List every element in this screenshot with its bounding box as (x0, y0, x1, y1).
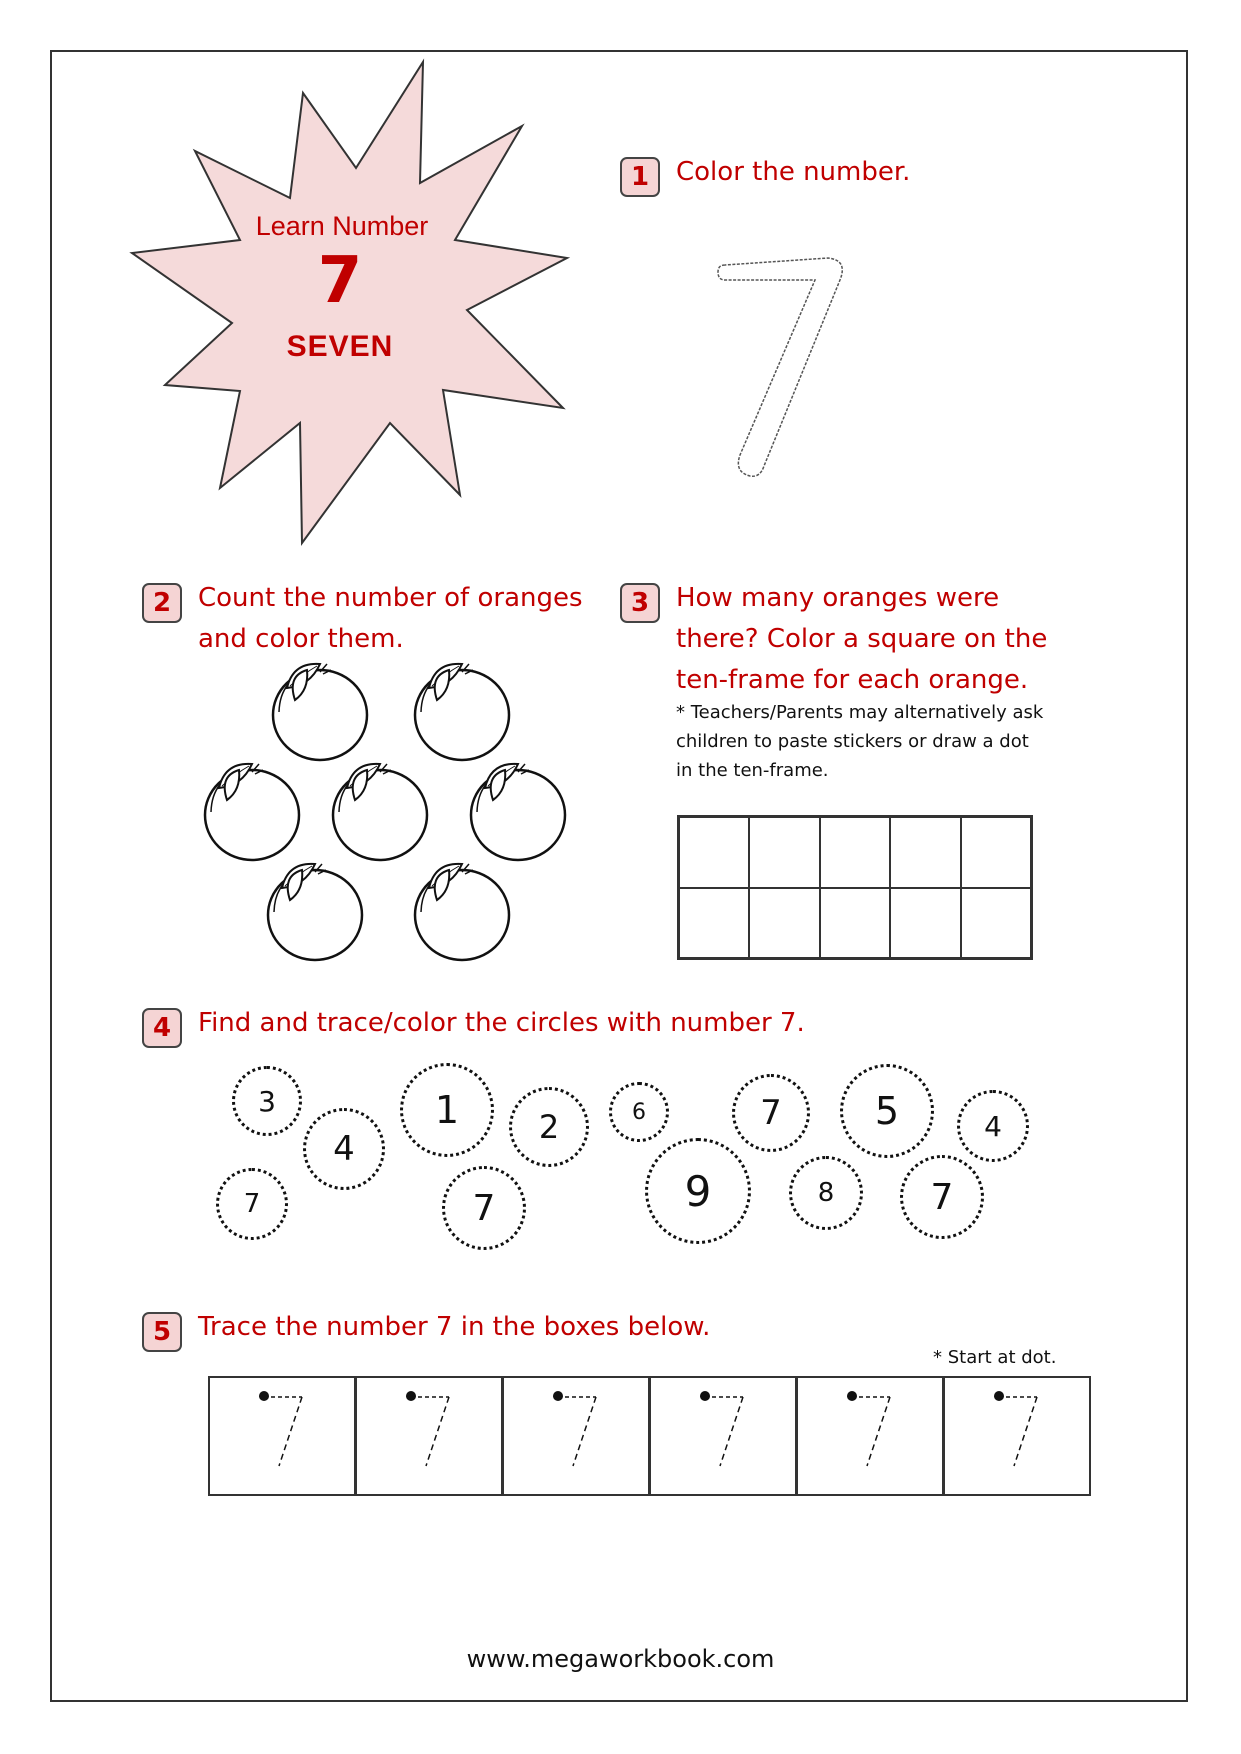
ten-frame-cell[interactable] (820, 817, 890, 888)
section-2-heading-line-1: Count the number of oranges (198, 583, 583, 613)
ten-frame-cell[interactable] (890, 817, 960, 888)
section-5-badge: 5 (142, 1312, 182, 1352)
section-1-badge: 1 (620, 157, 660, 197)
trace-sevens-guides (208, 1376, 1091, 1496)
trace-seven-guide (700, 1391, 743, 1466)
orange-7[interactable] (415, 864, 509, 960)
title-learn-number: Learn Number (255, 211, 429, 241)
outline-number-seven[interactable] (700, 250, 860, 490)
ten-frame-cell[interactable] (890, 888, 960, 959)
orange-5[interactable] (471, 764, 565, 860)
ten-frame-cell[interactable] (749, 888, 819, 959)
ten-frame-cell[interactable] (820, 888, 890, 959)
section-3-badge: 3 (620, 583, 660, 623)
number-circle[interactable]: 4 (957, 1090, 1029, 1162)
ten-frame (677, 815, 1033, 960)
trace-seven-guide (553, 1391, 596, 1466)
trace-seven-guide (847, 1391, 890, 1466)
title-number: 7 (317, 244, 363, 318)
number-circle[interactable]: 2 (509, 1087, 589, 1167)
section-1-heading: Color the number. (676, 157, 911, 187)
footer-url[interactable]: www.megaworkbook.com (466, 1645, 775, 1673)
section-4-heading: Find and trace/color the circles with number 7. (198, 1008, 805, 1038)
trace-seven-guide (259, 1391, 302, 1466)
section-5-note: * Start at dot. (933, 1347, 1057, 1368)
orange-2[interactable] (415, 664, 509, 760)
section-2-heading-line-2: and color them. (198, 624, 404, 654)
ten-frame-cell[interactable] (679, 888, 749, 959)
number-circle[interactable]: 7 (442, 1166, 526, 1250)
orange-6[interactable] (268, 864, 362, 960)
section-3-heading-line-3: ten-frame for each orange. (676, 665, 1029, 695)
number-circle[interactable]: 5 (840, 1064, 934, 1158)
ten-frame-cell[interactable] (749, 817, 819, 888)
number-circle[interactable]: 6 (609, 1082, 669, 1142)
section-3-note-line-3: in the ten-frame. (676, 760, 829, 781)
ten-frame-cell[interactable] (679, 817, 749, 888)
orange-1[interactable] (273, 664, 367, 760)
section-4-badge: 4 (142, 1008, 182, 1048)
number-circle[interactable]: 7 (732, 1074, 810, 1152)
orange-4[interactable] (333, 764, 427, 860)
section-5-heading: Trace the number 7 in the boxes below. (198, 1312, 711, 1342)
section-3-heading-line-2: there? Color a square on the (676, 624, 1048, 654)
oranges-group[interactable] (185, 650, 585, 970)
number-circle[interactable]: 8 (789, 1156, 863, 1230)
ten-frame-cell[interactable] (961, 817, 1031, 888)
number-circle[interactable]: 1 (400, 1063, 494, 1157)
title-word: SEVEN (286, 330, 394, 363)
number-circle[interactable]: 9 (645, 1138, 751, 1244)
number-circle[interactable]: 3 (232, 1066, 302, 1136)
trace-seven-guide (406, 1391, 449, 1466)
section-3-note-line-2: children to paste stickers or draw a dot (676, 731, 1029, 752)
section-2-badge: 2 (142, 583, 182, 623)
section-3-heading-line-1: How many oranges were (676, 583, 1000, 613)
ten-frame-cell[interactable] (961, 888, 1031, 959)
number-circle[interactable]: 4 (303, 1108, 385, 1190)
section-3-note-line-1: * Teachers/Parents may alternatively ask (676, 702, 1044, 723)
orange-3[interactable] (205, 764, 299, 860)
number-circle[interactable]: 7 (216, 1168, 288, 1240)
trace-seven-guide (994, 1391, 1037, 1466)
number-circle[interactable]: 7 (900, 1155, 984, 1239)
